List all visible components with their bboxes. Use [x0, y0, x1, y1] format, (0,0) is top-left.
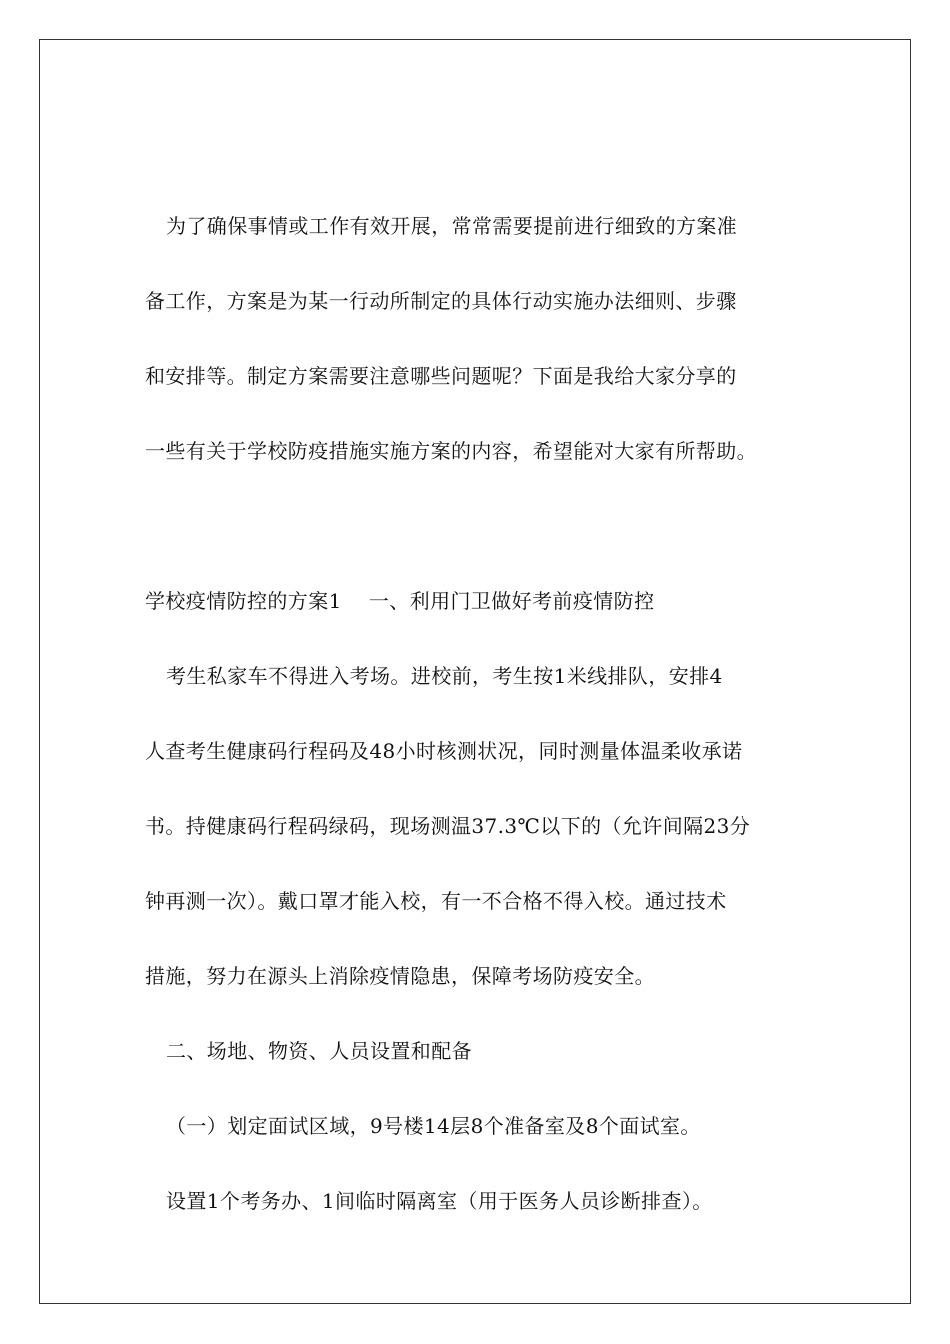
intro-line-3: 和安排等。制定方案需要注意哪些问题呢？下面是我给大家分享的	[145, 364, 737, 388]
paragraph1-line-2: 人查考生健康码行程码及48小时核测状况，同时测量体温柔收承诺	[145, 739, 743, 763]
item-2: 设置1个考务办、1间临时隔离室（用于医务人员诊断排查）。	[166, 1189, 713, 1213]
paragraph1-line-3: 书。持健康码行程码绿码，现场测温37.3℃以下的（允许间隔23分	[145, 814, 751, 838]
item-1: （一）划定面试区域，9号楼14层8个准备室及8个面试室。	[166, 1114, 701, 1138]
subheading-2: 二、场地、物资、人员设置和配备	[166, 1039, 472, 1063]
section-heading: 学校疫情防控的方案1 一、利用门卫做好考前疫情防控	[145, 589, 655, 613]
paragraph1-line-4: 钟再测一次）。戴口罩才能入校，有一不合格不得入校。通过技术	[145, 889, 727, 913]
paragraph1-line-5: 措施，努力在源头上消除疫情隐患，保障考场防疫安全。	[145, 964, 655, 988]
intro-line-2: 备工作，方案是为某一行动所制定的具体行动实施办法细则、步骤	[145, 289, 737, 313]
intro-line-4: 一些有关于学校防疫措施实施方案的内容，希望能对大家有所帮助。	[145, 439, 757, 463]
intro-line-1: 为了确保事情或工作有效开展，常常需要提前进行细致的方案准	[166, 214, 738, 238]
paragraph1-line-1: 考生私家车不得进入考场。进校前，考生按1米线排队，安排4	[166, 664, 723, 688]
